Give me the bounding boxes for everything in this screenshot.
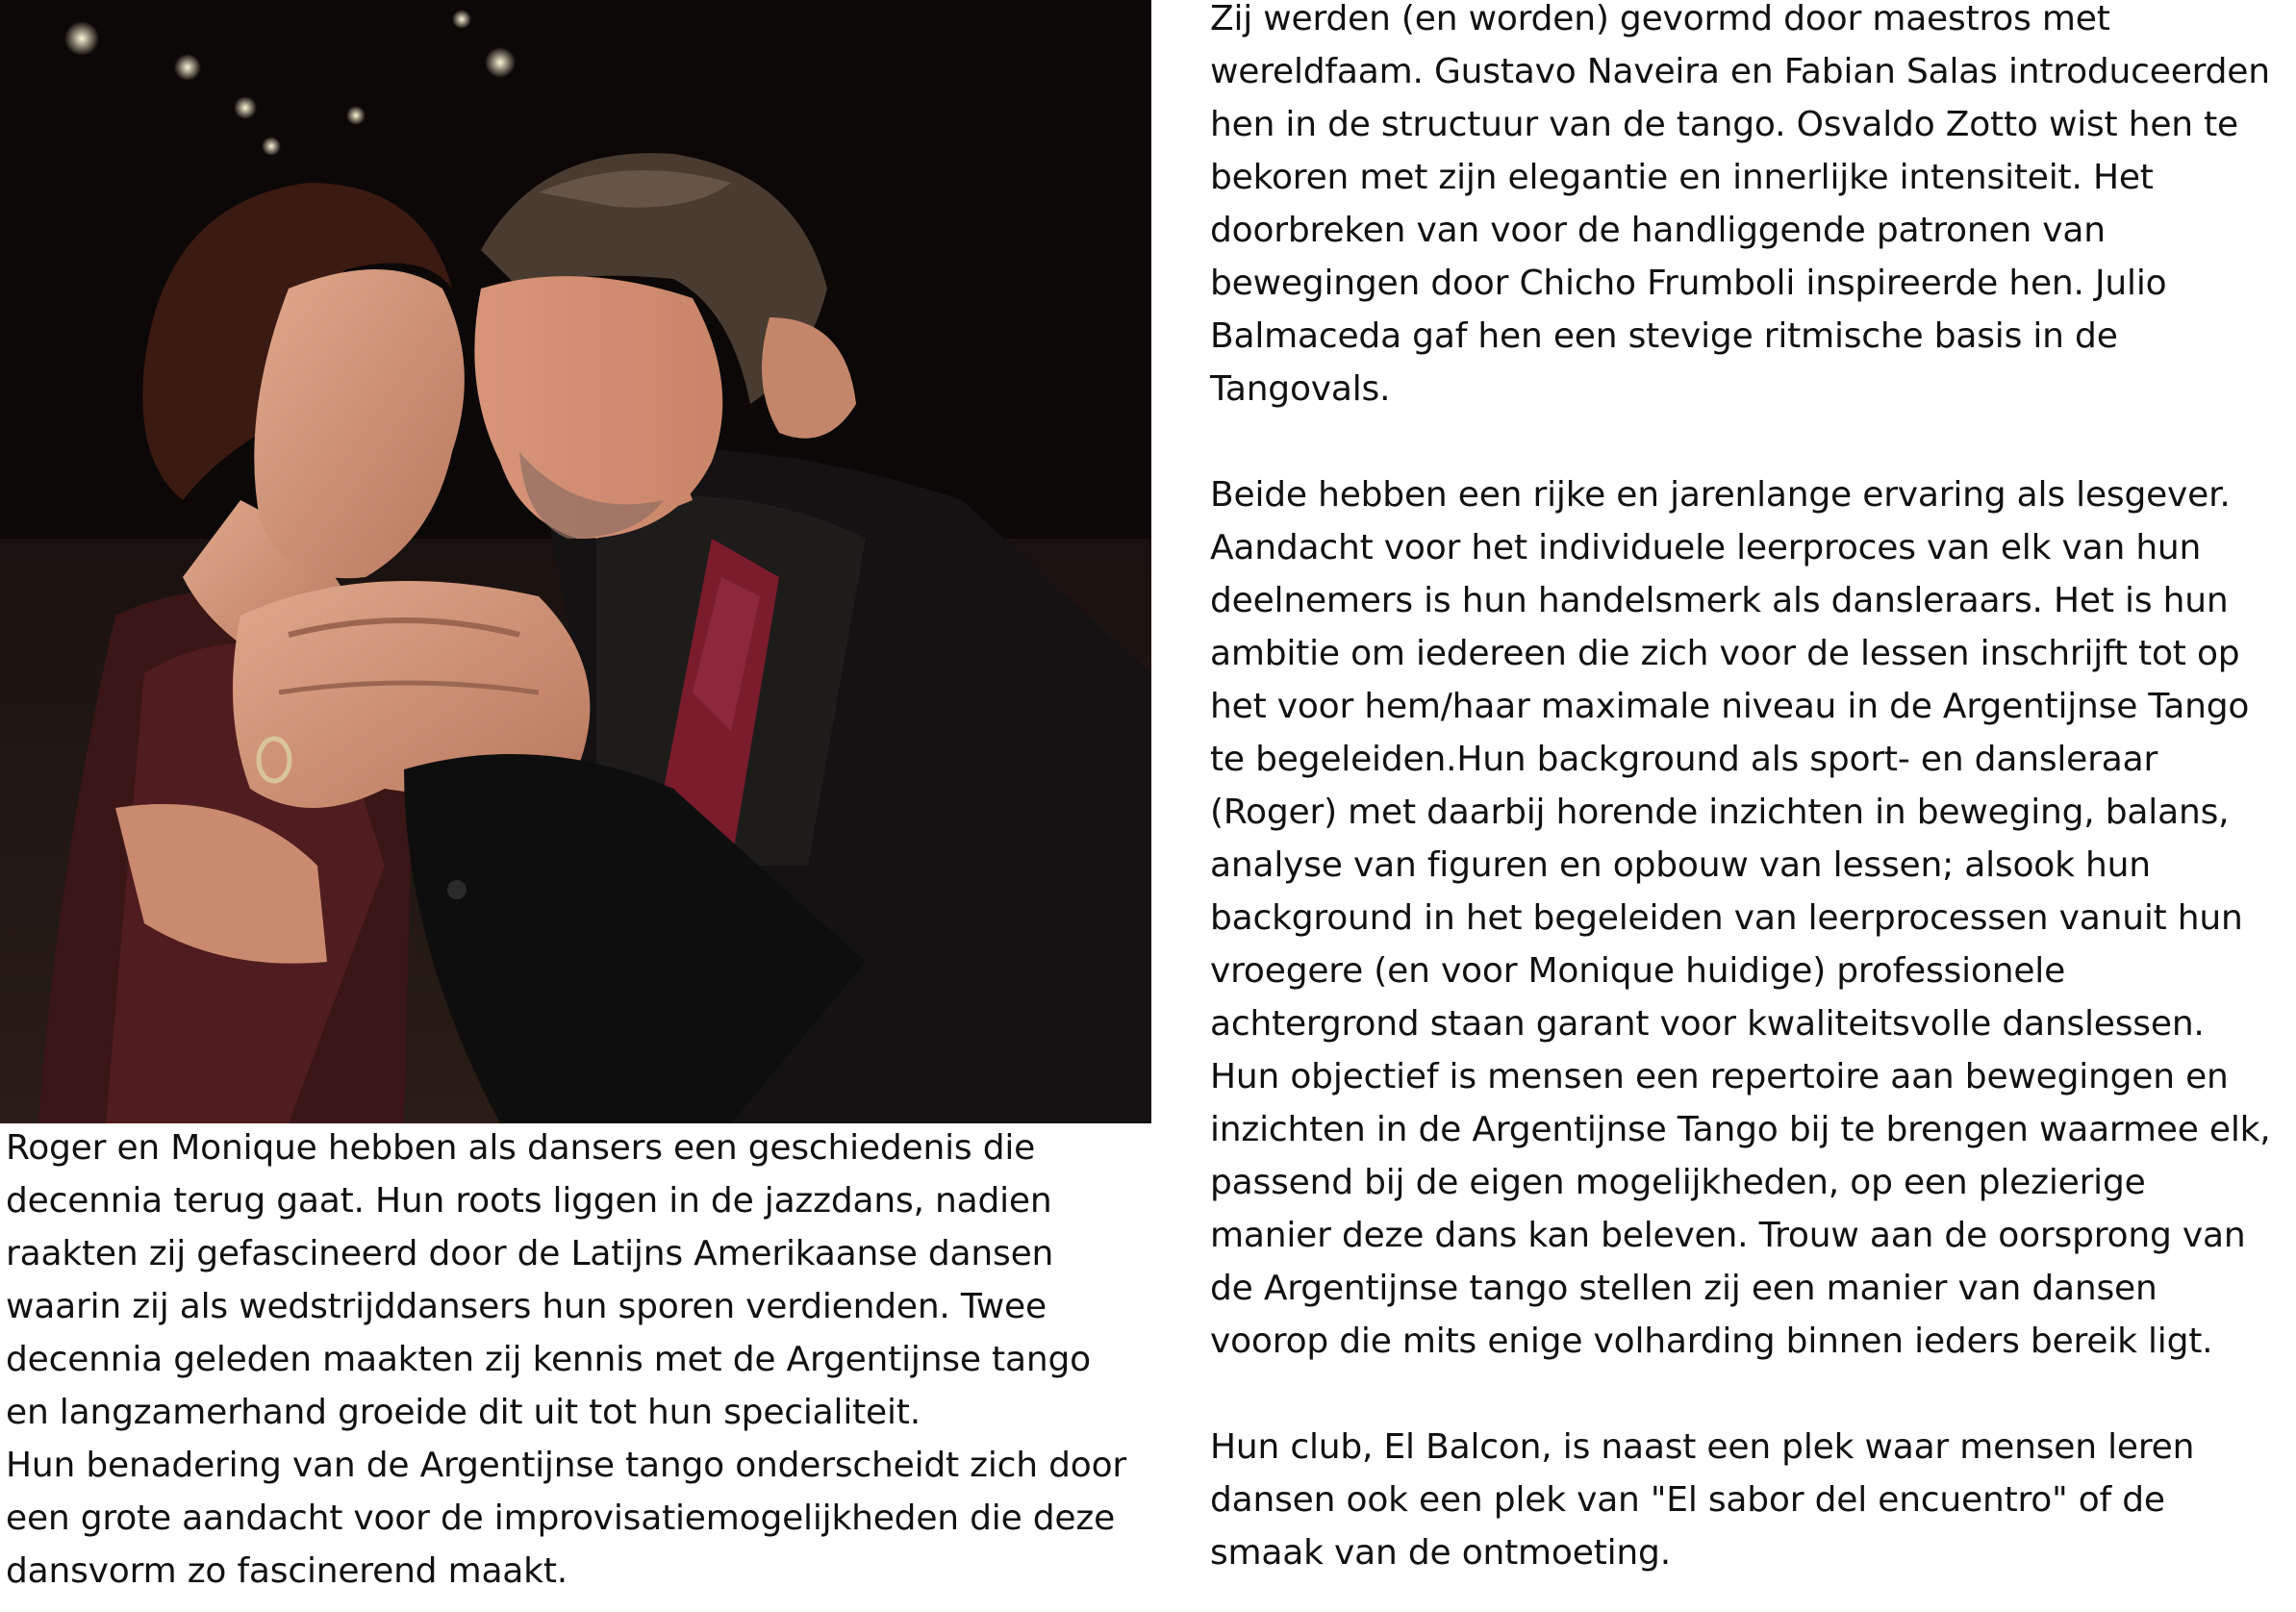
paragraph-line: manier deze dans kan beleven. Trouw aan de oorsprong van (1210, 1216, 2246, 1255)
left-line: Hun benadering van de Argentijnse tango onderscheidt zich door (6, 1446, 1127, 1485)
paragraph-line: te begeleiden.Hun background als sport- en dansleraar (1210, 740, 2158, 779)
left-line: decennia terug gaat. Hun roots liggen in de jazzdans, nadien (6, 1181, 1052, 1221)
left-line: raakten zij gefascineerd door de Latijns Amerikaanse dansen (6, 1234, 1054, 1273)
right-column-text (1210, 0, 2292, 1579)
left-line: decennia geleden maakten zij kennis met de Argentijnse tango (6, 1340, 1091, 1379)
paragraph-line: vroegere (en voor Monique huidige) professionele (1210, 951, 2066, 991)
paragraph-line: wereldfaam. Gustavo Naveira en Fabian Salas introduceerden (1210, 52, 2270, 91)
left-line: dansvorm zo fascinerend maakt. (6, 1551, 568, 1591)
paragraph-line: smaak van de ontmoeting. (1210, 1533, 1671, 1573)
left-line: en langzamerhand groeide dit uit tot hun specialiteit. (6, 1393, 921, 1432)
paragraph-line: bewegingen door Chicho Frumboli inspireerde hen. Julio (1210, 264, 2167, 303)
paragraph-line: Aandacht voor het individuele leerproces van elk van hun (1210, 528, 2202, 567)
paragraph-line: Beide hebben een rijke en jarenlange ervaring als lesgever. (1210, 475, 2231, 515)
paragraph-line: voorop die mits enige volharding binnen ieders bereik ligt. (1210, 1322, 2213, 1361)
couple-dancing-tango-photo (0, 0, 1151, 1123)
paragraph-line: background in het begeleiden van leerprocessen vanuit hun (1210, 898, 2243, 938)
paragraph-line: bekoren met zijn elegantie en innerlijke intensiteit. Het (1210, 158, 2154, 197)
paragraph-line: Hun club, El Balcon, is naast een plek waar mensen leren (1210, 1427, 2195, 1467)
paragraph-line: ambitie om iedereen die zich voor de lessen inschrijft tot op (1210, 634, 2240, 673)
paragraph-maestros (1210, 0, 2292, 416)
paragraph-line: de Argentijnse tango stellen zij een manier van dansen (1210, 1269, 2157, 1308)
paragraph-spacer (1210, 416, 2292, 468)
paragraph-line: Zij werden (en worden) gevormd door maestros met (1210, 0, 2110, 38)
left-line: waarin zij als wedstrijddansers hun sporen verdienden. Twee (6, 1287, 1047, 1326)
paragraph-line: passend bij de eigen mogelijkheden, op een plezierige (1210, 1163, 2146, 1202)
paragraph-line: hen in de structuur van de tango. Osvaldo Zotto wist hen te (1210, 105, 2239, 144)
paragraph-line: analyse van figuren en opbouw van lessen; alsook hun (1210, 845, 2151, 885)
paragraph-teaching (1210, 468, 2292, 1368)
paragraph-club (1210, 1421, 2292, 1579)
paragraph-line: doorbreken van voor de handliggende patronen van (1210, 211, 2106, 250)
paragraph-spacer (1210, 1368, 2292, 1421)
paragraph-line: het voor hem/haar maximale niveau in de Argentijnse Tango (1210, 687, 2250, 726)
left-column-text (6, 1121, 1150, 1598)
paragraph-line: (Roger) met daarbij horende inzichten in beweging, balans, (1210, 793, 2230, 832)
paragraph-line: Balmaceda gaf hen een stevige ritmische basis in de (1210, 316, 2118, 356)
paragraph-line: Hun objectief is mensen een repertoire aan bewegingen en (1210, 1057, 2229, 1096)
paragraph-line: deelnemers is hun handelsmerk als dansleraars. Het is hun (1210, 581, 2229, 620)
paragraph-line: dansen ook een plek van "El sabor del encuentro" of de (1210, 1480, 2165, 1520)
left-line: een grote aandacht voor de improvisatiemogelijkheden die deze (6, 1499, 1116, 1538)
paragraph-line: inzichten in de Argentijnse Tango bij te brengen waarmee elk, (1210, 1110, 2271, 1149)
left-line: Roger en Monique hebben als dansers een geschiedenis die (6, 1128, 1036, 1168)
paragraph-line: achtergrond staan garant voor kwaliteitsvolle danslessen. (1210, 1004, 2205, 1044)
paragraph-line: Tangovals. (1210, 369, 1391, 409)
